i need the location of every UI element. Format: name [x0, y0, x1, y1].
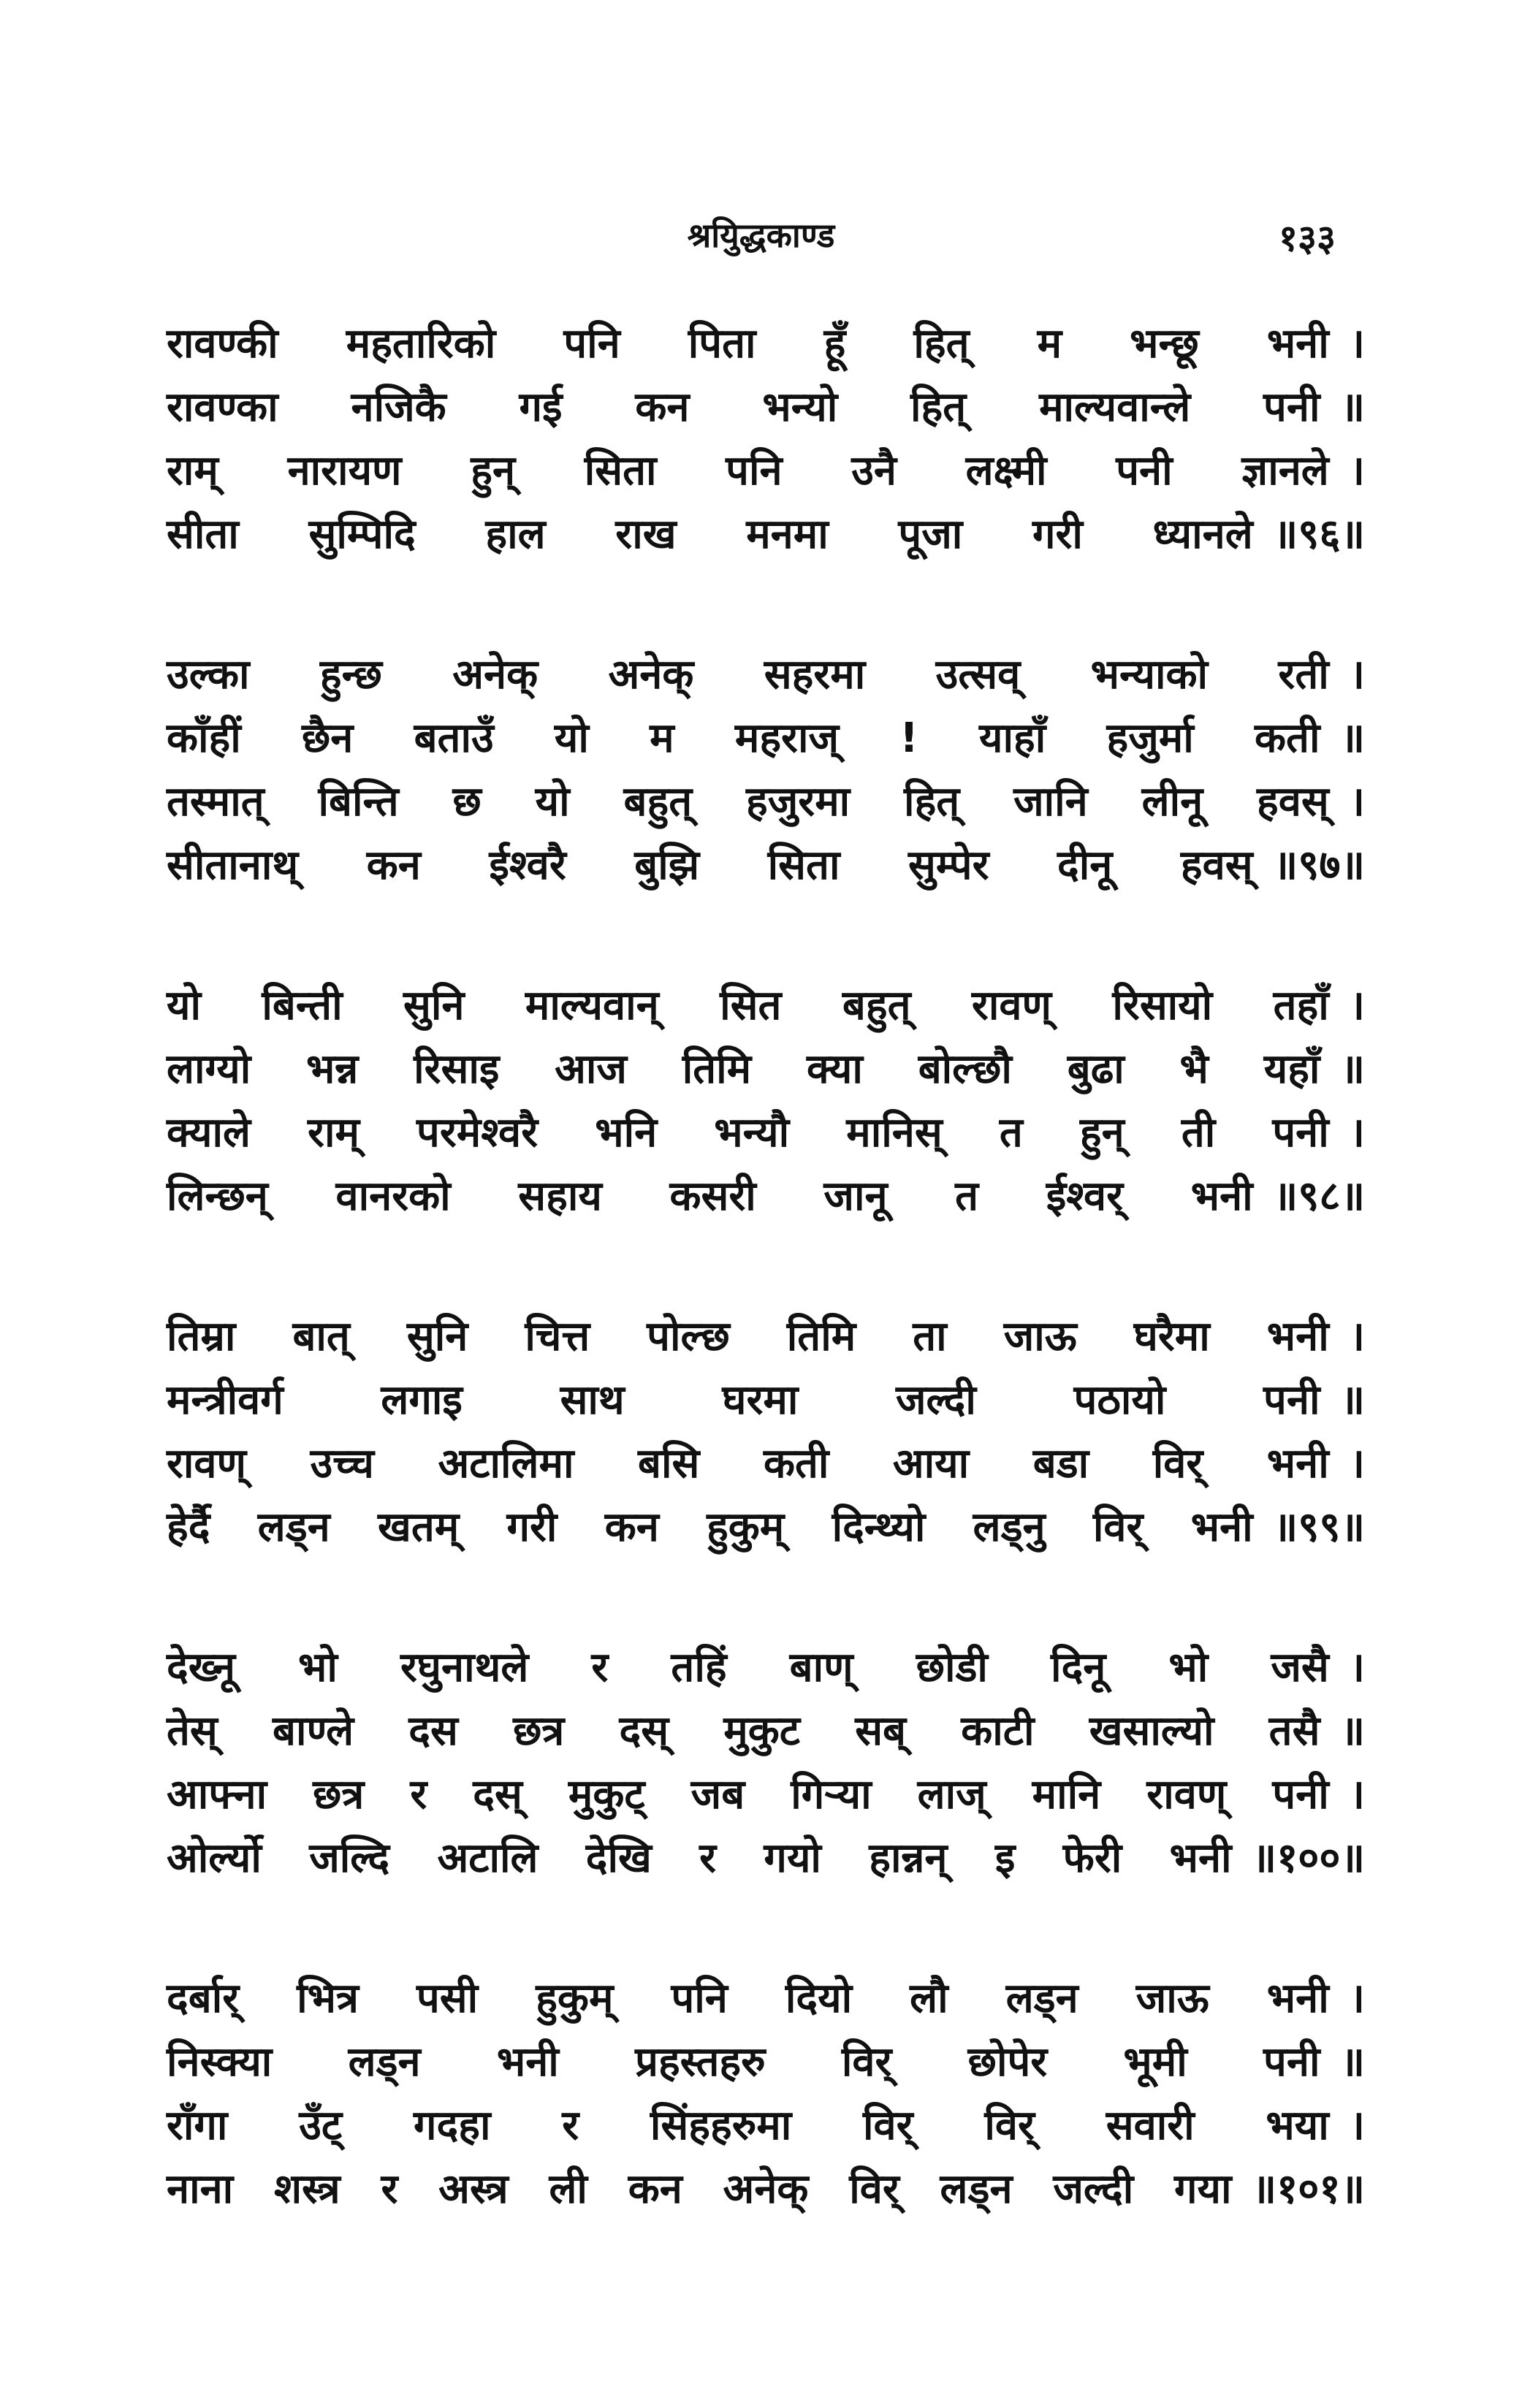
- verse-line-mark: ।: [1349, 320, 1365, 367]
- verse-line: [167, 2160, 1365, 2223]
- verse-line: [167, 378, 1365, 441]
- verse-number: ॥९९॥: [1273, 1504, 1365, 1551]
- stanza-101: [167, 1969, 1365, 2223]
- verse-line: [167, 1371, 1365, 1434]
- verse-line: [167, 441, 1365, 505]
- verse-line-text: मन्त्रीवर्ग लगाइ साथ घरमा जल्दी पठायो पनी: [167, 1376, 1320, 1424]
- page-number: १३३: [1279, 217, 1336, 259]
- verse-line: [167, 976, 1365, 1040]
- verse-line-mark: ॥: [1340, 715, 1365, 762]
- verse-line-mark: ॥: [1340, 1045, 1365, 1093]
- verse-line-text: क्याले राम् परमेश्वरै भनि भन्यौ मानिस् त हुन् ती पनी: [167, 1109, 1329, 1157]
- verse-line-text: रावण्का नजिकै गई कन भन्यो हित् माल्यवान्ले पनी: [167, 384, 1320, 431]
- running-title: श्रयुिद्धकाण्ड: [687, 216, 835, 255]
- verse-line: [167, 1434, 1365, 1498]
- verse-line-text: सीता सुम्पिदि हाल राख मनमा पूजा गरी ध्यानले: [167, 511, 1253, 558]
- verse-line-text: देख्नू भो रघुनाथले र तहिं बाण् छोडी दिनू भो जसै: [167, 1644, 1329, 1691]
- verse-line-mark: ॥: [1340, 384, 1365, 431]
- verse-line-mark: ॥: [1340, 2038, 1365, 2086]
- verse-line-mark: ।: [1349, 982, 1365, 1029]
- verse-line-text: उल्का हुन्छ अनेक् अनेक् सहरमा उत्सव् भन्याको रती: [167, 651, 1329, 698]
- verse-line-text: काँहीं छैन बताउँ यो म महराज् ! याहाँ हजुर्मा कती: [167, 715, 1320, 762]
- verse-line-text: निस्क्या लड्न भनी प्रहस्तहरु विर् छोपेर भूमी पनी: [167, 2038, 1320, 2086]
- verse-line-mark: ॥: [1340, 1376, 1365, 1424]
- verse-line-mark: ।: [1349, 2102, 1365, 2149]
- verse-line-text: आफ्ना छत्र र दस् मुकुट् जब गिऱ्या लाज् मानि रावण् पनी: [167, 1771, 1329, 1818]
- verse-line-text: नाना शस्त्र र अस्त्र ली कन अनेक् विर् लड्न जल्दी गया: [167, 2165, 1232, 2213]
- verse-line: [167, 1498, 1365, 1561]
- stanza-100: [167, 1638, 1365, 1892]
- verse-number: ॥१०१॥: [1252, 2165, 1365, 2213]
- verse-line: [167, 1829, 1365, 1892]
- stanza-98: [167, 976, 1365, 1230]
- verse-line-text: ओर्ल्यो जल्दि अटालि देखि र गयो हान्नन् इ फेरी भनी: [167, 1834, 1232, 1882]
- verse-line-mark: ।: [1349, 1771, 1365, 1818]
- stanza-97: [167, 645, 1365, 899]
- stanza-99: [167, 1307, 1365, 1561]
- verse-line-text: लिन्छन् वानरको सहाय कसरी जानू त ईश्वर् भनी: [167, 1173, 1253, 1220]
- verse-line-text: रावण् उच्च अटालिमा बसि कती आया बडा विर् भनी: [167, 1440, 1329, 1487]
- verse-number: ॥१००॥: [1252, 1834, 1365, 1882]
- verse-line: [167, 1307, 1365, 1371]
- verse-line-mark: ।: [1349, 1975, 1365, 2022]
- verse-line-text: तिम्रा बात् सुनि चित्त पोल्छ तिमि ता जाऊ घरैमा भनी: [167, 1313, 1329, 1360]
- verse-line-mark: ।: [1349, 1644, 1365, 1691]
- verse-number: ॥९७॥: [1273, 842, 1365, 889]
- verse-line-text: यो बिन्ती सुनि माल्यवान् सित बहुत् रावण् रिसायो तहाँ: [167, 982, 1329, 1029]
- verse-line-text: लाग्यो भन्न रिसाइ आज तिमि क्या बोल्छौ बुढा भै यहाँ: [167, 1045, 1320, 1093]
- verse-line: [167, 2096, 1365, 2160]
- verse-line: [167, 505, 1365, 568]
- verse-line: [167, 1103, 1365, 1167]
- verse-line-text: तस्मात् बिन्ति छ यो बहुत् हजुरमा हित् जानि लीनू हवस्: [167, 778, 1329, 826]
- verse-number: ॥९८॥: [1273, 1173, 1365, 1220]
- verse-line: [167, 1765, 1365, 1829]
- verse-line-text: रावण्की महतारिको पनि पिता हूँ हित् म भन्छू भनी: [167, 320, 1329, 367]
- verse-body: [167, 314, 1365, 2300]
- verse-line: [167, 1969, 1365, 2032]
- verse-line-mark: ।: [1349, 651, 1365, 698]
- verse-line: [167, 836, 1365, 899]
- verse-line-text: राँगा उँट् गदहा र सिंहहरुमा विर् विर् सवारी भया: [167, 2102, 1329, 2149]
- stanza-96: [167, 314, 1365, 568]
- verse-line-mark: ।: [1349, 1109, 1365, 1157]
- verse-line-mark: ।: [1349, 1440, 1365, 1487]
- verse-line-text: सीतानाथ् कन ईश्वरै बुझि सिता सुम्पेर दीनू हवस्: [167, 842, 1253, 889]
- verse-line-text: राम् नारायण हुन् सिता पनि उनै लक्ष्मी पनी ज्ञानले: [167, 447, 1329, 495]
- verse-line-text: तेस् बाण्ले दस छत्र दस् मुकुट सब् काटी खसाल्यो तसै: [167, 1707, 1320, 1755]
- verse-line-mark: ।: [1349, 447, 1365, 495]
- verse-line-text: दर्बार् भित्र पसी हुकुम् पनि दियो लौ लड्न जाऊ भनी: [167, 1975, 1329, 2022]
- verse-line: [167, 314, 1365, 378]
- verse-line: [167, 2032, 1365, 2096]
- verse-line: [167, 1167, 1365, 1230]
- verse-line: [167, 1702, 1365, 1765]
- verse-line: [167, 709, 1365, 772]
- running-head: [0, 212, 1522, 270]
- verse-line: [167, 1638, 1365, 1702]
- verse-number: ॥९६॥: [1273, 511, 1365, 558]
- verse-line-mark: ॥: [1340, 1707, 1365, 1755]
- verse-line-text: हेर्दै लड्न खतम् गरी कन हुकुम् दिन्थ्यो लड्नु विर् भनी: [167, 1504, 1253, 1551]
- verse-line: [167, 772, 1365, 836]
- verse-line: [167, 1040, 1365, 1103]
- verse-line: [167, 645, 1365, 709]
- verse-line-mark: ।: [1349, 1313, 1365, 1360]
- verse-line-mark: ।: [1349, 778, 1365, 826]
